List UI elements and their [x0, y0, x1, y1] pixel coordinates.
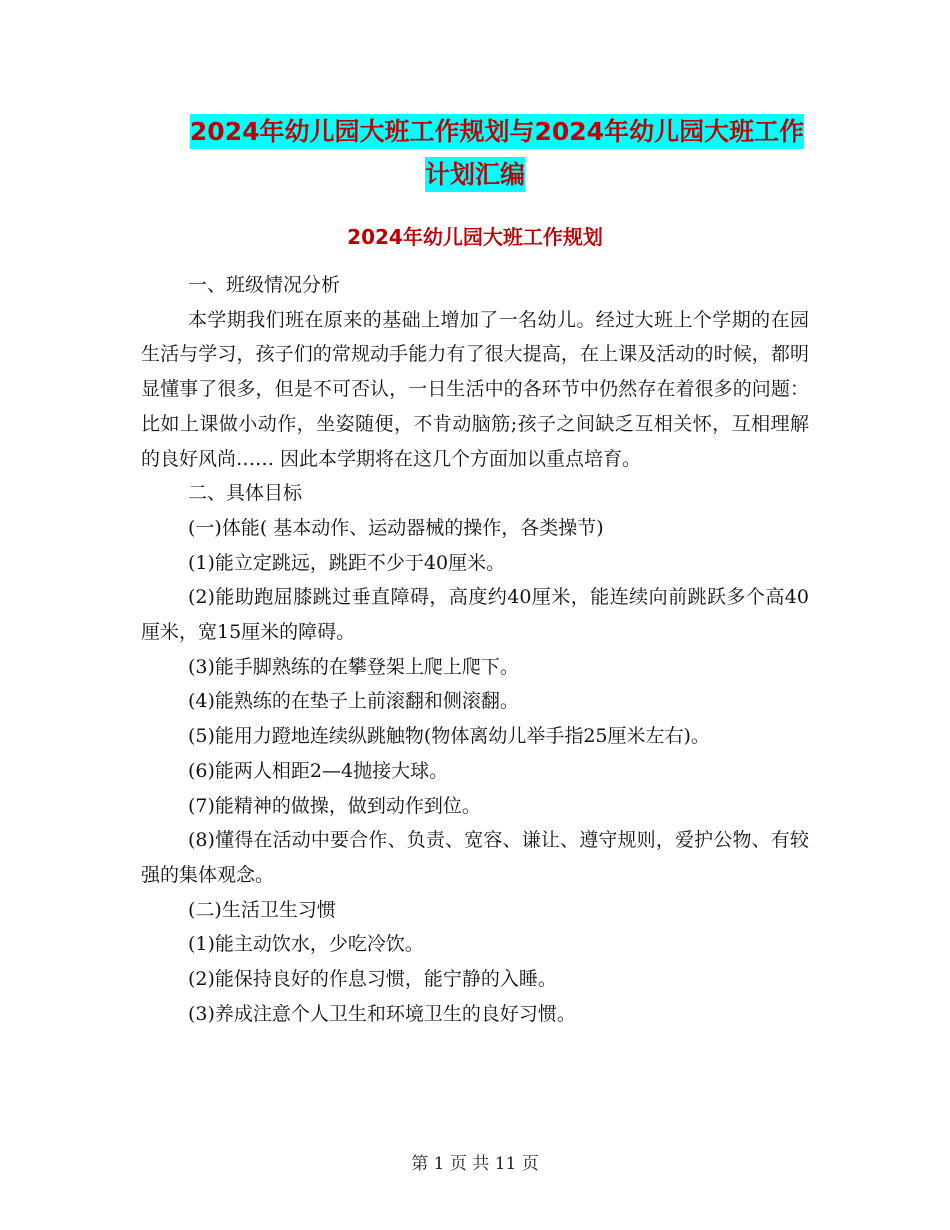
paragraph: (2)能助跑屈膝跳过垂直障碍，高度约40厘米，能连续向前跳跃多个高40厘米，宽15厘米的障碍。	[141, 586, 809, 644]
section-title: 2024年幼儿园大班工作规划	[347, 225, 603, 249]
document-body	[141, 268, 809, 1031]
document-title-line-1: 2024年幼儿园大班工作规划与2024年幼儿园大班工作	[190, 114, 804, 149]
paragraph: (3)能手脚熟练的在攀登架上爬上爬下。	[188, 655, 519, 678]
paragraph: (4)能熟练的在垫子上前滚翻和侧滚翻。	[188, 690, 519, 713]
document-title	[0, 110, 950, 196]
page-footer: 第 1 页 共 11 页	[411, 1154, 539, 1174]
paragraph: (8)懂得在活动中要合作、负责、宽容、谦让、遵守规则，爱护公物、有较强的集体观念。	[141, 829, 809, 886]
paragraph: (7)能精神的做操，做到动作到位。	[188, 794, 481, 817]
paragraph: (1)能立定跳远，跳距不少于40厘米。	[188, 551, 506, 574]
paragraph: (二)生活卫生习惯	[188, 898, 336, 921]
paragraph: 一、班级情况分析	[188, 274, 341, 296]
paragraph: (一)体能( 基本动作、运动器械的操作，各类操节)	[188, 516, 604, 539]
paragraph: 本学期我们班在原来的基础上增加了一名幼儿。经过大班上个学期的在园生活与学习，孩子们的常规动手能力有了很大提高，在上课及活动的时候，都明显懂事了很多，但是不可否认，一日生活中的各环节中仍然存在着很多的问题：比如上课做小动作，坐姿随便，不肯动脑筋;孩子之间缺乏互相关怀，互相理解的良好风尚…… 因此本学期将在这几个方面加以重点培育。	[141, 308, 809, 470]
paragraph: (1)能主动饮水，少吃冷饮。	[188, 933, 424, 956]
document-title-line-2: 计划汇编	[425, 157, 525, 192]
paragraph: (2)能保持良好的作息习惯，能宁静的入睡。	[188, 968, 557, 991]
paragraph: (6)能两人相距2—4抛接大球。	[188, 759, 449, 782]
paragraph: (3)养成注意个人卫生和环境卫生的良好习惯。	[188, 1002, 576, 1025]
paragraph: 二、具体目标	[188, 482, 303, 505]
paragraph: (5)能用力蹬地连续纵跳触物(物体离幼儿举手指25厘米左右)。	[188, 725, 710, 748]
